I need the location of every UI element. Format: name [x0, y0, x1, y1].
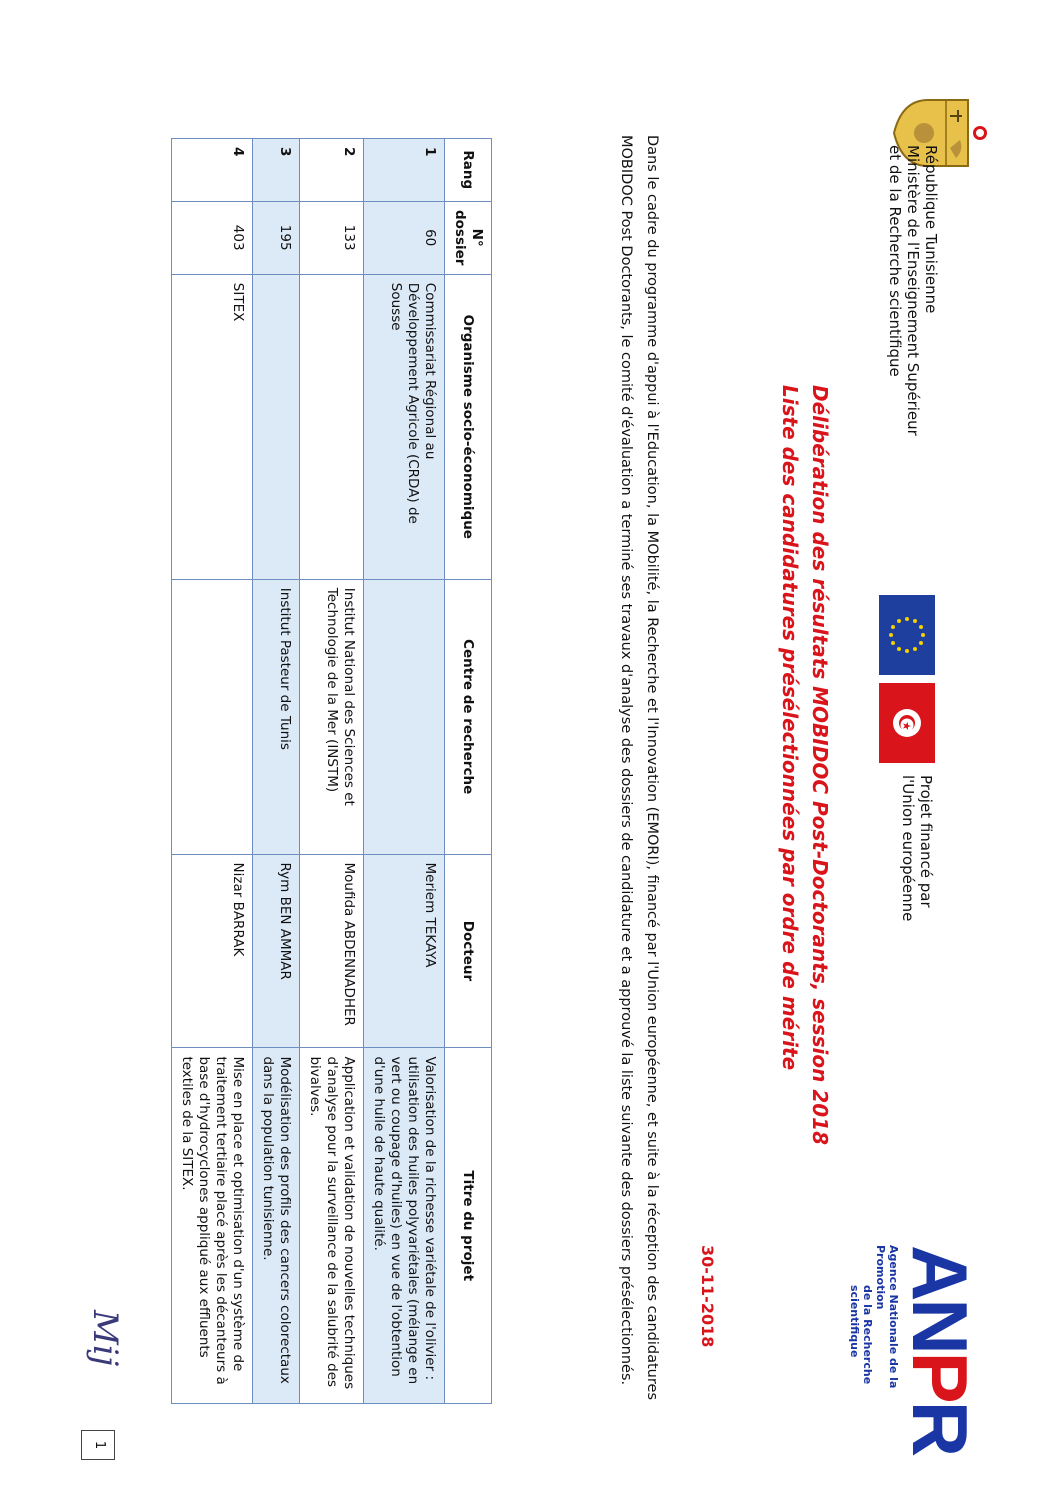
- table-row: [172, 139, 253, 1404]
- column-header: Organisme socio-économique: [445, 274, 492, 579]
- dossier-cell: 403: [172, 201, 253, 274]
- column-header: Docteur: [445, 854, 492, 1048]
- centre-cell: [364, 579, 445, 854]
- titre-cell: Mise en place et optimisation d'un système de traitement tertiaire placé après les décanteurs à base d'hydrocyclones appliqué aux effluents textiles de la SITEX.: [172, 1048, 253, 1404]
- rank-cell: 3: [253, 139, 300, 202]
- table-header-row: [445, 139, 492, 1404]
- rank-cell: 1: [364, 139, 445, 202]
- column-header: Rang: [445, 139, 492, 202]
- ministry-header: [886, 145, 940, 436]
- docteur-cell: Nizar BARRAK: [172, 854, 253, 1048]
- table-row: [253, 139, 300, 1404]
- anpr-mark: [896, 1245, 984, 1455]
- column-header: Titre du projet: [445, 1048, 492, 1404]
- rank-cell: 4: [172, 139, 253, 202]
- funding-line: Projet financé par: [917, 775, 935, 908]
- docteur-cell: Rym BEN AMMAR: [253, 854, 300, 1048]
- organisme-cell: [253, 274, 300, 579]
- anpr-logo: [848, 1245, 984, 1455]
- page-number: 1: [81, 1430, 115, 1460]
- eu-flag-icon: [879, 595, 935, 675]
- anpr-subtitle: [848, 1245, 900, 1455]
- funding-caption: [899, 775, 935, 921]
- funding-line: l'Union européenne: [899, 775, 917, 922]
- document-date: 30-11-2018: [698, 1245, 717, 1348]
- column-header: N° dossier: [445, 201, 492, 274]
- dossier-cell: 133: [300, 201, 364, 274]
- centre-cell: [172, 579, 253, 854]
- ministry-line: République Tunisienne: [922, 145, 940, 314]
- intro-paragraph: Dans le cadre du programme d'appui à l'Education, la MObilité, la Recherche et l'Innovation (EMORI), financé par l'Union européenne, et suite à la réception des candidatures MOBIDOC Post Doctorants, le comité d'évaluation a terminé ses travaux d'analyse des dossiers de candidature et a approuvé la liste suivante des dossiers présélectionnés.: [618, 135, 660, 1400]
- ministry-line: et de la Recherche scientifique: [886, 145, 904, 377]
- column-header: Centre de recherche: [445, 579, 492, 854]
- tunisia-flag-icon: [879, 683, 935, 763]
- dossier-cell: 195: [253, 201, 300, 274]
- organisme-cell: [300, 274, 364, 579]
- anpr-mark-part: AN: [896, 1245, 984, 1352]
- document-title: Délibération des résultats MOBIDOC Post-Doctorants, session 2018: [808, 385, 832, 1145]
- anpr-mark-part: R: [896, 1400, 984, 1455]
- organisme-cell: SITEX: [172, 274, 253, 579]
- centre-cell: Institut National des Sciences et Technologie de la Mer (INSTM): [300, 579, 364, 854]
- centre-cell: Institut Pasteur de Tunis: [253, 579, 300, 854]
- docteur-cell: Moufida ABDENNADHER: [300, 854, 364, 1048]
- flag-emblem-icon: [893, 709, 921, 737]
- anpr-subtitle-line: Agence Nationale de la Promotion: [874, 1245, 900, 1389]
- table-row: [364, 139, 445, 1404]
- ministry-line: Ministère de l'Enseignement Supérieur: [904, 145, 922, 436]
- organisme-cell: Commissariat Régional au Développement Agricole (CRDA) de Sousse: [364, 274, 445, 579]
- table-row: [300, 139, 364, 1404]
- anpr-subtitle-line: de la Recherche scientifique: [848, 1285, 874, 1385]
- titre-cell: Valorisation de la richesse variétale de l'olivier : utilisation des huiles polyvariétales (mélange en vert ou coupage d'huiles) en vue de l'obtention d'une huile de haute qualité.: [364, 1048, 445, 1404]
- rank-cell: 2: [300, 139, 364, 202]
- titre-cell: Application et validation de nouvelles techniques d'analyse pour la surveillance de la salubrité des bivalves.: [300, 1048, 364, 1404]
- dossier-cell: 60: [364, 201, 445, 274]
- candidates-table: [171, 138, 492, 1404]
- titre-cell: Modélisation des profils des cancers colorectaux dans la population tunisienne.: [253, 1048, 300, 1404]
- handwritten-signature: Mij: [85, 1310, 125, 1367]
- docteur-cell: Meriem TEKAYA: [364, 854, 445, 1048]
- document-subtitle: Liste des candidatures présélectionnées par ordre de mérite: [778, 385, 802, 1071]
- anpr-mark-part: P: [896, 1351, 984, 1401]
